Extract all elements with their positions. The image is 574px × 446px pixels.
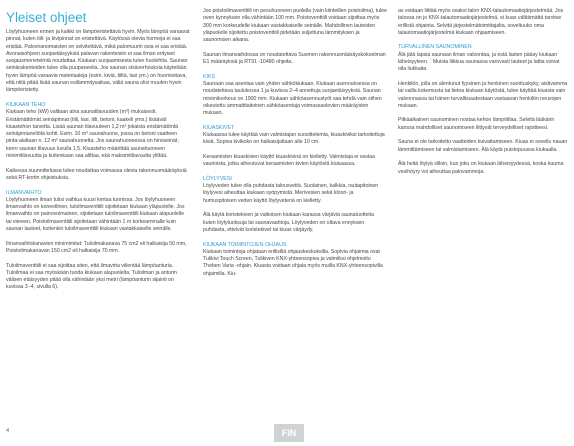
paragraph: Kiukaan teho (kW) valitaan aina saunatilavuuden (m³) mukaisesti. Eristämättömät seinäpinnat (tiili, lasi, tiili, betoni, kaakeli yms.) lisäävät kiuastehon tarvetta. Lisää saunan tilavuuteen 1,2 m³ jokaista eristämätöntä seinäpintaneliötä kohti. Esim. 10 m³ saunahuone, jossa on betoni vaatteen pinta-alaltaan n. 12 m² saunahuonetta. Jos saunahuoneessa on hirsiseinät, kerro saunan tilavuus luvulla 1,5. Kiuasteho määrittää saunahuoneen minimitilavuutta ja kuitenkaan saa alittaa, ekä maksimitilavuutta ylittää. bbox=[6, 109, 179, 160]
section-heading: KIKS bbox=[203, 73, 216, 80]
section-heading: KIUKAAN TOIMINTOJEN OHJAUS bbox=[203, 241, 287, 248]
section-heading: TURVALLINEN SAUNOMINEN bbox=[398, 44, 472, 51]
paragraph: Henkilön, jolla on alentunut fyysinen ja henkinen suorituskyky, aistivamma tai vailla kokemusta tai tietoa kiukaan käytöstä, tulee käyttää kiuasta vain valvonnassa tai hänen turvallisuudestaan vastaavan henkilön neuvojen mukaan. bbox=[398, 80, 568, 109]
paragraph: Älä jätä lapsia saunaan ilman valvontaa, ja estä lasten pääsy kiukaan läheisyyteen. ` Muista liikkua saunassa varovasti lauteet ja lattia voivat olla liukkaita. bbox=[398, 51, 560, 73]
column-2-body bbox=[203, 8, 387, 278]
column-3 bbox=[398, 8, 568, 183]
paragraph: Keraamisten kiuaskivien käyttö kiuaskivinä on kielletty. Valmistaja ei vastaa vaurioista, jotka aiheutuvat keraamisten kivien käytöstä kiukaassa. bbox=[203, 153, 376, 168]
paragraph: Saunan ilmanvaihdossa on noudatettava Suomen rakennusmääräyskokoelman E1 määräyksiä ja RT91 -10480 ohjeita. bbox=[203, 51, 386, 66]
paragraph: Saunaan saa asentaa vain yhden sähkökiukaan. Kiukaan asennuksessa on noudatettava taulukossa 1 ja kuvissa 2–4 annettuja suojaetäisyyksiä. Saunan minimikorkeus on 1900 mm. Kiukaan sähköasennustyöt saa tehdä vain siihen oikeutettu ammattitaitoinen sähköasentaja voimassaolevien määräysten mukaan. bbox=[203, 80, 382, 117]
paragraph: Jos poistoilmaventtiili on pesuhuoneen puolella (vain kiinteillen poistoilma), tulee oven kynnyksen olla vähintään 100 mm. Poistoventtiili voidaan sijoittaa myös 300 mm korkeudelle kiukaan vastakkaiselle seinälle. Mahdollinen lauteiden yläpuolelle sijoitettu poistoventtiili pidetään suljettuna lämmityksen ja saunomisen aikana. bbox=[203, 8, 387, 44]
paragraph: Ilmanvaihtokanavien minimimitat: Tuloilmakanava 75 cm2 eli halkaisija 50 mm, Poistoilmakanavan 150 cm2 eli halkaisija 70 mm. bbox=[6, 240, 187, 254]
column-2 bbox=[203, 8, 387, 285]
paragraph: Pitkäaikainen saunominen nostaa kehon lämpötilaa. Selvitä lääkärin kanssa mahdolliset saunomiseen liittyvät terveydelliset rajoitteesi. bbox=[398, 117, 555, 131]
paragraph: Kiukaan toimintoja ohjataan erillisillä ohjauskeskuksilla. Sopivia ohjaimia ovat Tulikivi Touch Screen, Tulikiven KNX-yhteensopiva ja valmiiksi ohjelmoitu Theben Varia -ohjain. Kiuasta voidaan ohjata myös muilla KNX-yhteensopivilla ohjaimilla. Kiu- bbox=[203, 248, 383, 277]
paragraph: Löylyhuoneen ennen ja kaikki on lämpöeristettävä hyvin. Myös lämpöä varaavat pinnat, kuten tiili- ja kivipinnat on eristettävä. Käytössä olevia hormeja ei saa eristää. Paloviranomaisten on selvitettävä, mikä palomuurin osia ei saa eristää. Avonaisohjeen suojaetäisyyksiä palavan rakenteisiin ei saa ilman erityiset suojausmenetelmiä noudattaa. Kiukaan suojaamisesta tulee huolehtia. Saunan seinärakenteiden tulee olla puupaneelia. Jos saunan sisäverhouksia käytetään hyvin lämpöä varaavia materiaaleja (esim. kiviä, tiiltä, lasi ym.) on huomioitava, että niitä pitää lisää saunan esilämmitysaikaa, väliä sauna olisi muuten hyvin lämpöeristetty. bbox=[6, 29, 190, 94]
paragraph: Kaikessa suunnittelussa tulee noudattaa voimassa olevia rakennusmääräyksiä sekä RT-kortin ohjeistuksia. bbox=[6, 167, 187, 181]
paragraph: Löylyhuoneen ilman tulisi vaihtua kuusi kertaa tunnissa. Jos löylyhuoneen ilmanvaihto on koneellinen, tuloilmaventtiili sijoitetaan kiukaan yläpuolelle. Jos ilmanvaihto on painovoimainen, sijoitetaan tuloilmaventtiili kiukaan alapuolelle tai viereen. Poistoilmaventtiili sijoitetaan vähintään 1 m korkeammalle kuin saunan lauteet, kuitenkin tuloilmaventtiili kiukaan vastakkaiselle seinälle. bbox=[6, 196, 185, 233]
page-title: Yleiset ohjeet bbox=[6, 10, 87, 25]
section-heading: KIUASKIVET bbox=[203, 124, 235, 131]
paragraph: as voidaan liittää myös osaksi talon KNX-talautomaatiojärjestelmää. Jos talossa on jo KNX-talautomaatiojärjestelmä, ei kuas välttämättä tarvitse erillistä ohjainta. Selvitä järjestelmätoimittajalta, soveltuuko oma talautomaatiojärjestelmä kiukaan ohjaamiseen. bbox=[398, 8, 564, 36]
paragraph: Sauna ei ole tarkoitettu vaatteiden kuivattamiseen. Kiuas ei sovellu nauan lämmittämiseen tai valmistamiseen. Älä käytä puistopuussa kiukaalla. bbox=[398, 139, 568, 153]
column-3-body bbox=[398, 8, 568, 176]
page-number: 4 bbox=[6, 428, 10, 434]
paragraph: Älä käytä koristekiven ja valkoisen kiukaan karassa värjäviä saunatuotteita kuten löylytuoksuja tai saunavaahtoja. Löylyveden on oltava ennyksen puhdasta, etteivät koristekivet tai kiuas värjäydy. bbox=[203, 212, 374, 233]
section-heading: KIUKAAN TEHO bbox=[6, 101, 46, 108]
column-1-body bbox=[6, 29, 190, 292]
paragraph: Älä heitä löylyä silloin, kun joku on kiukaan läheisyydessä, koska kuuma vesihöyry voi aiheuttaa palovammoja. bbox=[398, 161, 564, 175]
paragraph: Kiukaassa tulee käyttää vain valmistajan suosittelemia, kiuaskiviksi tarkoitettuja kiviä. Sopiva kivikoko on halkaisijaltaan alle 10 cm. bbox=[203, 132, 385, 146]
column-1 bbox=[6, 10, 190, 299]
paragraph: Löylyveden tulee olla puhdasta talousvettä. Suolainen, kalkkia, rautapitoinen löylyvesi aiheuttaa kiukaan syöpymistä. Merivesien sekä kloori- ja humuspitoisen veden käyttö löylyvetenä on kielletty. bbox=[203, 183, 379, 204]
section-heading: ILMANVAIHTO bbox=[6, 189, 42, 196]
language-badge: FIN bbox=[274, 424, 304, 442]
section-heading: LÖYLYVESI bbox=[203, 175, 232, 182]
paragraph: Tuloilmaventtiili ei saa sijoittaa siten, että ilmavirta viilentää lämpöanturia. Tuloilmaa ei saa myöskään tuoda kiukaan alapuolelta. Tuloilman ja anturin välisen etäisyyden pitää olla vähintään yksi metri (lämpöanturin sijainti on kuvissa 3 -4, sivulla 6). bbox=[6, 262, 177, 291]
